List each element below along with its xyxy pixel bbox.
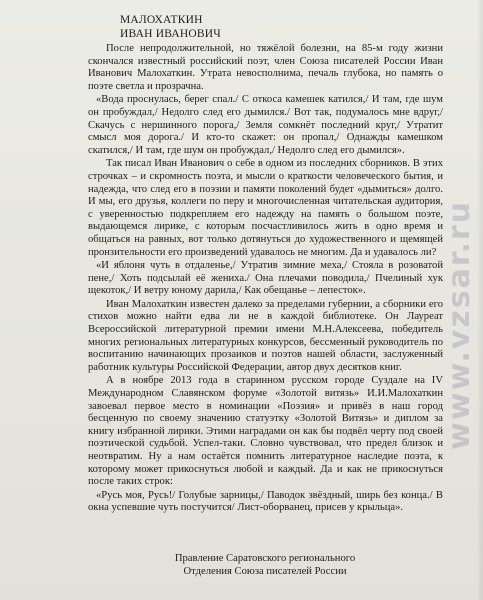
obituary-heading — [120, 13, 221, 41]
signature-block — [150, 552, 380, 578]
signature-line-2: Отделения Союза писателей России — [183, 566, 347, 577]
paragraph-award: А в ноябре 2013 года в старинном русском городе Суздале на IV Международном Славянском форуме «Золотой витязь» И.И.Малохаткин завоевал первое место в номинации «Поэзия» и привёз в наш город бесценную по своему значению статуэтку «Золотой Витязь» и диплом за книгу избранной лирики. Этими наградами он как бы подвёл черту под своей поэтической судьбой. Успел-таки. Словно чувствовал, что предел близок и неотвратим. Ну а нам остаётся помнить литературное наследие поэта, к которому может прикоснуться любой и каждый. Да и как не прикоснуться после таких строк: — [88, 375, 443, 488]
scan-edge-shadow — [477, 0, 483, 600]
obituary-body — [88, 43, 443, 515]
paragraph-intro: После непродолжительной, но тяжёлой болезни, на 85-м году жизни скончался известный российский поэт, член Союза писателей России Иван Иванович Малохаткин. Утрата невосполнима, печаль глубока, но память о поэте светла и прозрачна. — [88, 43, 443, 92]
site-watermark — [420, 200, 480, 460]
paragraph-poem-2: «И яблоня чуть в отдаленье,/ Утратив зимние меха,/ Стояла в розоватой пене,/ Хоть подсылай её жениха./ Она плечами поводила,/ Пчелиный хук щекоток,/ И ветру юному дарила,/ Как обещанье – лепесток». — [88, 260, 443, 297]
watermark-text: www.vzsar.ru — [442, 200, 477, 450]
paragraph-reflection: Так писал Иван Иванович о себе в одном из последних сборников. В этих строчках – и скромность поэта, и мысли о краткости человеческого бытия, и надежда, что след его в поэзии и памяти поколений будет «дымиться» долго. И мы, его друзья, коллеги по перу и многочисленная читательская аудитория, с уверенностью подкрепляем его надежду на память о большом поэте, выдающемся лирике, с которым посчастливилось жить в одно время и общаться на равных, вот только дотянуться до художественного и щемящей пронзительности его произведений удавалось не многим. Да и удавалось ли? — [88, 158, 443, 258]
heading-name: ИВАН ИВАНОВИЧ — [120, 28, 221, 40]
paragraph-biography: Иван Малохаткин известен далеко за пределами губернии, а сборники его стихов можно найти едва ли не в каждой библиотеке. Он Лауреат Всероссийской литературной премии имени М.Н.Алексеева, победитель многих региональных литературных конкурсов, бессменный руководитель по воспитанию начинающих прозаиков и поэтов нашей области, заслуженный работник культуры Российской Федерации, автор двух десятков книг. — [88, 298, 443, 373]
signature-line-1: Правление Саратовского регионального — [174, 553, 356, 564]
paragraph-poem-1: «Вода проснулась, берег спал./ С откоса камешек катился,/ И там, где шум он пробуждал,/ Недолго след его дымился./ Вот так, подумалось мне вдруг,/ Скачусь с нершинного порога,/ Земля сомкнёт последний круг,/ Утратит смысл моя дорога./ И кто-то скажет: он пропал,/ Однажды камешком скатился,/ И там, где шум он пробуждал,/ Недолго след его дымился». — [88, 94, 443, 156]
heading-surname: МАЛОХАТКИН — [120, 14, 203, 26]
paragraph-poem-3: «Русь моя, Русь!/ Голубые зарницы,/ Паводок звёздный, ширь без конца./ В окна успевшие чуть постучится/ Лист-оборванец, присев у крыльца». — [88, 489, 443, 514]
